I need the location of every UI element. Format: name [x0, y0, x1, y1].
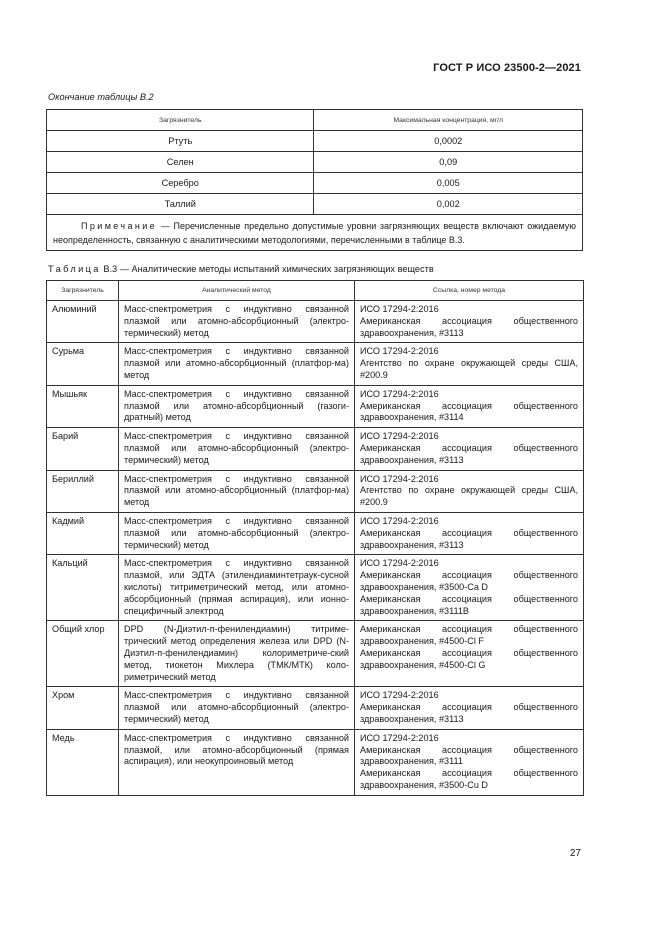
contaminant-cell: Бериллий [47, 470, 119, 512]
reference-line: Американская ассоциация общественного здравоохранения, #3113 [360, 702, 578, 724]
reference-line: ИСО 17294-2:2016 [360, 388, 439, 399]
reference-cell [355, 385, 584, 427]
reference-cell [355, 301, 584, 343]
reference-line: ИСО 17294-2:2016 [360, 431, 439, 442]
column-header: Загрязнитель [47, 281, 119, 301]
column-header: Максимальная концентрация, мг/л [314, 110, 583, 131]
reference-cell [355, 470, 584, 512]
reference-line: Американская ассоциация общественного здравоохранения, #3111B [360, 593, 578, 616]
contaminant-cell: Мышьяк [47, 385, 119, 427]
reference-line: ИСО 17294-2:2016 [360, 690, 439, 701]
reference-line: ИСО 17294-2:2016 [360, 473, 439, 484]
reference-line: Американская ассоциация общественного здравоохранения, #3500-Ca D [360, 570, 578, 592]
reference-line: Американская ассоциация общественного здравоохранения, #3114 [360, 400, 578, 423]
method-cell: Масс-спектрометрия с индуктивно связанной плазмой или атомно-абсорбционный (платфор-ма) метод [119, 470, 355, 512]
method-cell: Масс-спектрометрия с индуктивно связанной плазмой или атомно-абсорбционный (электро-термический) метод [119, 301, 355, 343]
method-cell: Масс-спектрометрия с индуктивно связанной плазмой или атомно-абсорбционный (газоги-дратный) метод [119, 385, 355, 427]
concentration-cell: 0,002 [314, 194, 583, 215]
concentration-cell: 0,005 [314, 173, 583, 194]
method-cell: Масс-спектрометрия с индуктивно связанной плазмой или атомно-абсорбционный (электро-термический) метод [119, 428, 355, 470]
contaminant-cell: Кадмий [47, 512, 119, 554]
concentration-cell: 0,09 [314, 152, 583, 173]
note-label: Примечание [81, 221, 158, 231]
table2-caption [48, 264, 434, 274]
reference-cell [355, 687, 584, 729]
table-row [47, 131, 583, 152]
reference-line: ИСО 17294-2:2016 [360, 304, 439, 314]
reference-line: Американская ассоциация общественного здравоохранения, #4500-Cl F [360, 624, 578, 647]
contaminant-cell: Селен [47, 152, 314, 173]
table-header-row [47, 110, 583, 131]
column-header: Загрязнитель [47, 110, 314, 131]
reference-line: Американская ассоциация общественного здравоохранения, #3111 [360, 744, 578, 767]
page-number: 27 [569, 848, 581, 859]
table-header-row [47, 281, 584, 301]
table-note-row [47, 215, 583, 251]
contaminant-concentration-table [46, 109, 583, 251]
table-row [47, 301, 584, 343]
table-row [47, 194, 583, 215]
contaminant-cell: Медь [47, 729, 119, 795]
contaminant-cell: Общий хлор [47, 621, 119, 687]
reference-line: Американская ассоциация общественного здравоохранения, #3113 [360, 315, 578, 338]
analytical-methods-table [46, 280, 584, 796]
column-header: Аналитический метод [119, 281, 355, 301]
method-cell: Масс-спектрометрия с индуктивно связанной плазмой или атомно-абсорбционный (электро-термический) метод [119, 687, 355, 729]
table-row [47, 555, 584, 621]
table-note [47, 215, 583, 251]
table-row [47, 343, 584, 385]
reference-line: ИСО 17294-2:2016 [360, 346, 439, 357]
reference-line: Американская ассоциация общественного здравоохранения, #3113 [360, 442, 578, 465]
reference-cell [355, 428, 584, 470]
contaminant-cell: Барий [47, 428, 119, 470]
table-row [47, 152, 583, 173]
reference-line: ИСО 17294-2:2016 [360, 515, 439, 526]
table-row [47, 687, 584, 729]
note-text: — Перечисленные предельно допустимые уровни загрязняющих веществ включают ожидаемую неопределенность, связанную с аналитическими методологиями, перечисленными в таблице В.3. [53, 221, 576, 245]
reference-line: ИСО 17294-2:2016 [360, 558, 439, 569]
method-cell: DPD (N-Диэтил-п-фенилендиамин) титриме-трический метод определения железа или DPD (N-Диэтил-п-фенилендиамин) колориметриче-ский метод, тиокетон Михлера (ТМК/МТК) коло-риметрический метод [119, 621, 355, 687]
table-row [47, 173, 583, 194]
table-row [47, 621, 584, 687]
reference-cell [355, 343, 584, 385]
table1-caption: Окончание таблицы В.2 [48, 92, 154, 102]
reference-cell [355, 512, 584, 554]
method-cell: Масс-спектрометрия с индуктивно связанной плазмой или атомно-абсорбционный (платфор-ма) метод [119, 343, 355, 385]
table2-caption-text: В.3 — Аналитические методы испытаний химических загрязняющих веществ [100, 264, 434, 274]
contaminant-cell: Алюминий [47, 301, 119, 343]
reference-line: Агентство по охране окружающей среды США, #200.9 [360, 485, 578, 508]
method-cell: Масс-спектрометрия с индуктивно связанной плазмой, или атомно-абсорбционный (прямая аспирация), или неокупроиновый метод [119, 729, 355, 795]
contaminant-cell: Серебро [47, 173, 314, 194]
reference-line: Американская ассоциация общественного здравоохранения, #4500-Cl G [360, 647, 578, 670]
reference-cell [355, 555, 584, 621]
table-row [47, 729, 584, 795]
reference-cell [355, 621, 584, 687]
method-cell: Масс-спектрометрия с индуктивно связанной плазмой или атомно-абсорбционный (электро-термический) метод [119, 512, 355, 554]
contaminant-cell: Сурьма [47, 343, 119, 385]
contaminant-cell: Хром [47, 687, 119, 729]
column-header: Ссылка, номер метода [355, 281, 584, 301]
contaminant-cell: Таллий [47, 194, 314, 215]
method-cell: Масс-спектрометрия с индуктивно связанной плазмой, или ЭДТА (этилендиаминтетраук-сусной кислоты) титриметрический метод, или атомно-абсорбционный (прямая аспирация), или ионно-специфичный электрод [119, 555, 355, 621]
concentration-cell: 0,0002 [314, 131, 583, 152]
contaminant-cell: Ртуть [47, 131, 314, 152]
table-row [47, 385, 584, 427]
reference-line: Агентство по охране окружающей среды США, #200.9 [360, 358, 578, 380]
reference-cell [355, 729, 584, 795]
document-header: ГОСТ Р ИСО 23500-2—2021 [433, 62, 581, 74]
table2-caption-label: Таблица [48, 264, 101, 274]
contaminant-cell: Кальций [47, 555, 119, 621]
reference-line: Американская ассоциация общественного здравоохранения, #3500-Cu D [360, 768, 578, 790]
table-row [47, 470, 584, 512]
table-row [47, 428, 584, 470]
reference-line: Американская ассоциация общественного здравоохранения, #3113 [360, 527, 578, 550]
reference-line: ИСО 17294-2:2016 [360, 732, 439, 743]
table-row [47, 512, 584, 554]
